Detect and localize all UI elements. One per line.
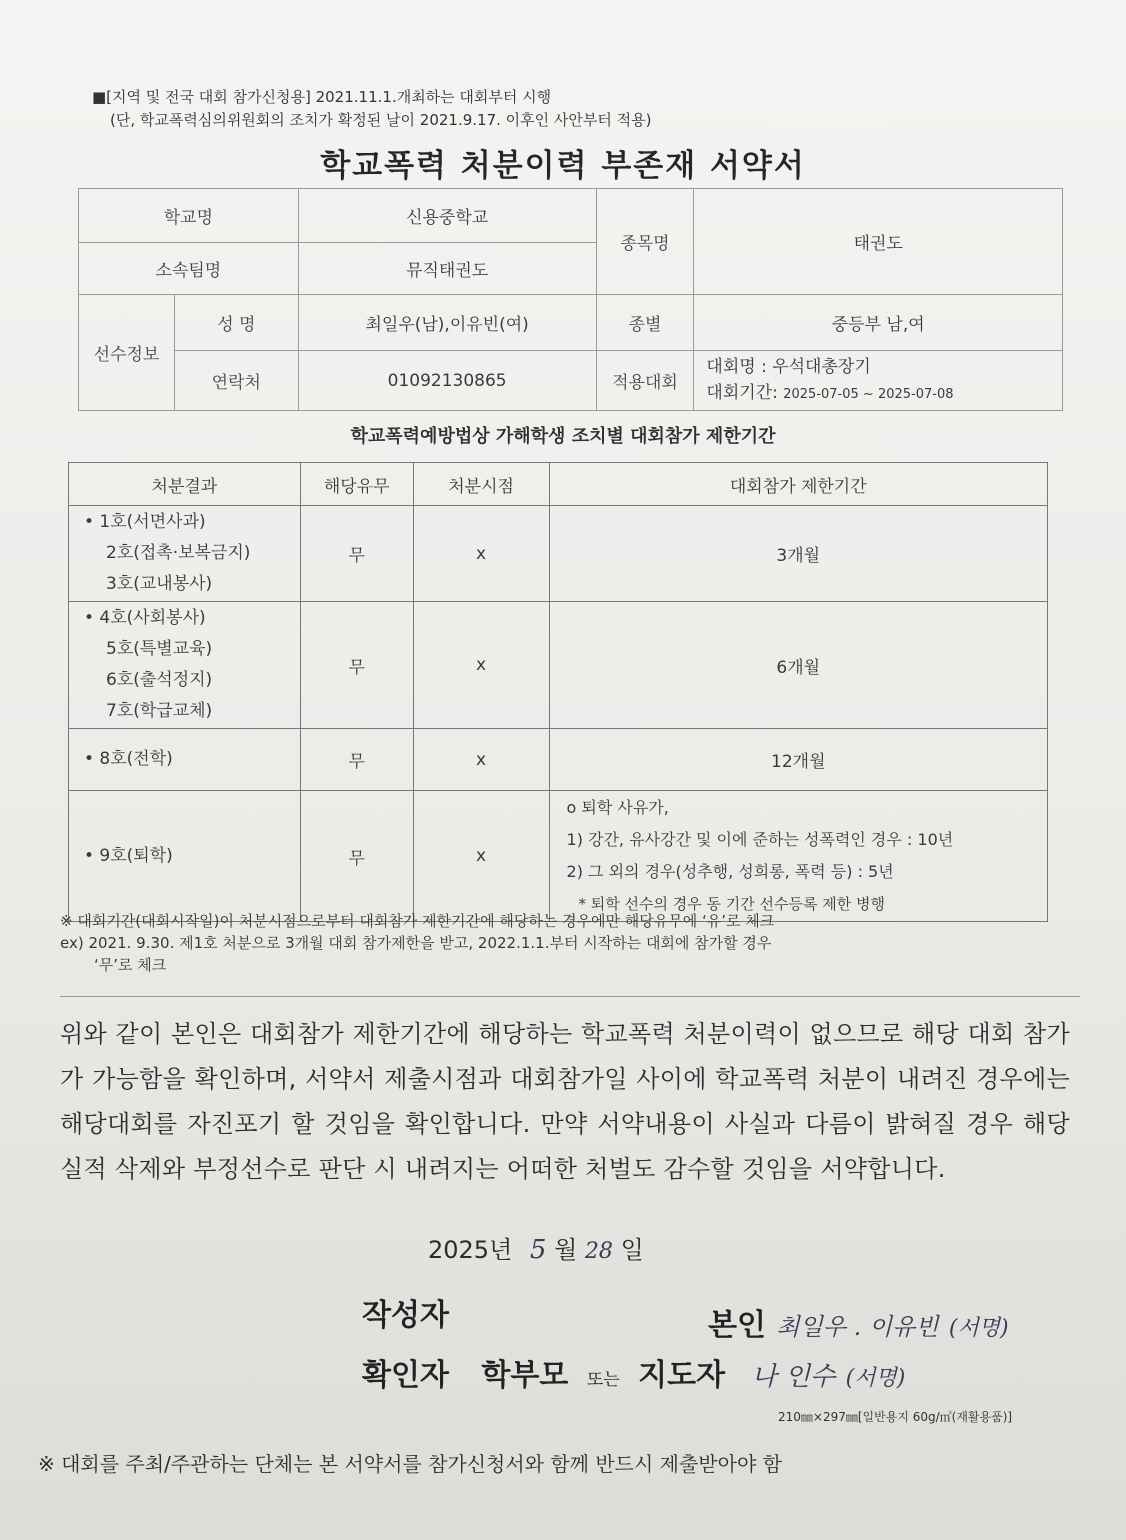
list-item: • 1호(서면사과) <box>84 512 206 532</box>
name-value: 최일우(남),이유빈(여) <box>298 295 596 351</box>
self-signature-line <box>708 1300 1009 1344</box>
contact-value: 01092130865 <box>298 351 596 411</box>
date-line <box>428 1230 644 1265</box>
time-cell: x <box>413 506 549 602</box>
expulsion-line: * 퇴학 선수의 경우 동 기간 선수등록 제한 병행 <box>578 895 885 913</box>
table-row <box>69 602 1048 729</box>
date-year: 2025년 <box>428 1236 513 1264</box>
category-value: 중등부 남,여 <box>694 295 1063 351</box>
date-day-handwritten: 28 <box>584 1239 613 1264</box>
self-handwritten-names: 최일우 . 이유빈 <box>776 1313 939 1341</box>
date-day-label: 일 <box>620 1236 644 1264</box>
applicable-cell: 무 <box>300 791 413 922</box>
event-label: 종목명 <box>596 189 694 295</box>
info-table <box>78 188 1063 411</box>
result-cell <box>69 506 301 602</box>
pledge-text: 위와 같이 본인은 대회참가 제한기간에 해당하는 학교폭력 처분이력이 없으므로 해당 대회 참가가 가능함을 확인하며, 서약서 제출시점과 대회참가일 사이에 학교폭력 처분이 내려진 경우에는 해당대회를 자진포기 할 것임을 확인합니다. 만약 서약내용이 사실과 다름이 밝혀질 경우 해당실적 삭제와 부정선수로 판단 시 내려지는 어떠한 처벌도 감수할 것임을 서약합니다. <box>60 1020 1070 1183</box>
applicable-cell: 무 <box>300 506 413 602</box>
limits-subtitle: 학교폭력예방법상 가해학생 조치별 대회참가 제한기간 <box>350 426 776 447</box>
notice-line-2: (단, 학교폭력심의위원회의 조치가 확정된 날이 2021.9.17. 이후인 사안부터 적용) <box>110 111 652 129</box>
period-cell <box>549 791 1047 922</box>
result-cell <box>69 602 301 729</box>
competition-label: 적용대회 <box>596 351 694 411</box>
list-item: 2호(접촉·보복금지) <box>106 543 251 563</box>
applicable-cell: 무 <box>300 602 413 729</box>
parent-label: 학부모 <box>481 1358 569 1393</box>
header-result: 처분결과 <box>69 463 301 506</box>
coach-handwritten-name: 나 인수 <box>751 1362 836 1392</box>
divider <box>60 996 1080 997</box>
contact-label: 연락처 <box>174 351 298 411</box>
author-label: 작성자 <box>362 1298 449 1333</box>
confirmer-label: 확인자 <box>362 1358 449 1393</box>
player-info-label: 선수정보 <box>79 295 175 411</box>
competition-name: 대회명 : 우석대총장기 <box>706 356 871 377</box>
header-period: 대회참가 제한기간 <box>549 463 1047 506</box>
team-value: 뮤직태권도 <box>298 243 596 295</box>
bottom-note: ※ 대회를 주최/주관하는 단체는 본 서약서를 참가신청서와 함께 반드시 제출받아야 함 <box>38 1452 782 1476</box>
confirmer-line <box>362 1350 905 1394</box>
paper-size-spec: 210㎜×297㎜[일반용지 60g/㎡(재활용품)] <box>778 1410 1013 1424</box>
list-item: • 8호(전학) <box>84 749 173 769</box>
note-line: ‘무’로 체크 <box>94 956 167 974</box>
header-applicable: 해당유무 <box>300 463 413 506</box>
expulsion-line: 1) 강간, 유사강간 및 이에 준하는 성폭력인 경우 : 10년 <box>566 830 954 849</box>
date-month-label: 월 <box>554 1236 578 1264</box>
self-sign-suffix: (서명) <box>948 1316 1009 1341</box>
event-value: 태권도 <box>694 189 1063 295</box>
school-label: 학교명 <box>79 189 299 243</box>
list-item: 6호(출석정지) <box>106 670 213 690</box>
time-cell: x <box>413 791 549 922</box>
header-notice <box>92 86 892 132</box>
competition-period-label: 대회기간: <box>706 382 778 403</box>
period-cell: 6개월 <box>549 602 1047 729</box>
or-label: 또는 <box>586 1370 620 1390</box>
table-row <box>69 791 1048 922</box>
category-label: 종별 <box>596 295 694 351</box>
competition-period <box>706 380 1061 408</box>
list-item: • 4호(사회봉사) <box>84 608 206 628</box>
applicable-cell: 무 <box>300 729 413 791</box>
self-label: 본인 <box>708 1308 766 1343</box>
table-row <box>69 729 1048 791</box>
expulsion-line: 2) 그 외의 경우(성추행, 성희롱, 폭력 등) : 5년 <box>566 862 894 881</box>
note-line: ex) 2021. 9.30. 제1호 처분으로 3개월 대회 참가제한을 받고, 2022.1.1.부터 시작하는 대회에 참가할 경우 <box>60 934 772 952</box>
coach-label: 지도자 <box>638 1358 726 1393</box>
competition-period-value: 2025-07-05 ~ 2025-07-08 <box>783 386 954 402</box>
list-item: 5호(특별교육) <box>106 639 213 659</box>
table-row <box>69 506 1048 602</box>
time-cell: x <box>413 729 549 791</box>
coach-sign-suffix: (서명) <box>845 1366 906 1391</box>
list-item: 7호(학급교체) <box>106 701 213 721</box>
header-time: 처분시점 <box>413 463 549 506</box>
name-label: 성 명 <box>174 295 298 351</box>
expulsion-line: o 퇴학 사유가, <box>566 798 669 817</box>
limits-table <box>68 462 1048 922</box>
result-cell <box>69 729 301 791</box>
period-cell: 3개월 <box>549 506 1047 602</box>
date-month-handwritten: 5 <box>529 1235 547 1265</box>
competition-cell <box>694 351 1063 411</box>
notice-line-1: ■[지역 및 전국 대회 참가신청용] 2021.11.1.개최하는 대회부터 시행 <box>92 88 552 106</box>
period-cell: 12개월 <box>549 729 1047 791</box>
table-notes <box>60 910 1080 976</box>
note-line: ※ 대회기간(대회시작일)이 처분시점으로부터 대회참가 제한기간에 해당하는 경우에만 해당유무에 ‘유’로 체크 <box>60 912 775 930</box>
document-title: 학교폭력 처분이력 부존재 서약서 <box>320 148 806 184</box>
result-cell <box>69 791 301 922</box>
time-cell: x <box>413 602 549 729</box>
list-item: • 9호(퇴학) <box>84 845 173 866</box>
team-label: 소속팀명 <box>79 243 299 295</box>
school-value: 신용중학교 <box>298 189 596 243</box>
list-item: 3호(교내봉사) <box>106 574 213 594</box>
